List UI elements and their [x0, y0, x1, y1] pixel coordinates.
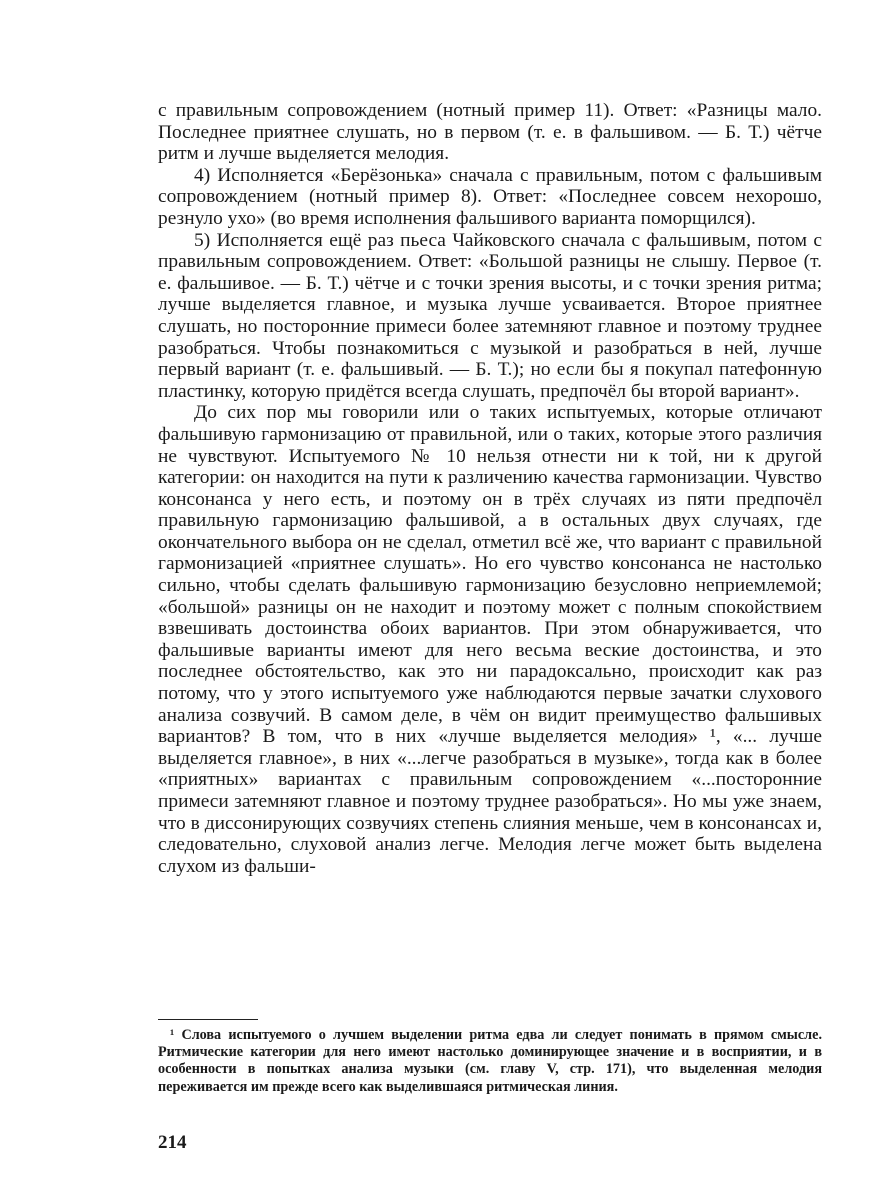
page-number: 214 [158, 1132, 187, 1153]
footnotes [158, 1027, 822, 1096]
paragraph-item-4: 4) Исполняется «Берёзонька» сначала с правильным, потом с фальшивым сопровождением (нотный пример 8). Ответ: «Последнее совсем нехорошо, резнуло ухо» (во время исполнения фальшивого варианта поморщился). [158, 164, 822, 229]
paragraph-continuation: с правильным сопровождением (нотный пример 11). Ответ: «Разницы мало. Последнее приятнее слушать, но в первом (т. е. в фальшивом. — Б. Т.) чётче ритм и лучше выделяется мелодия. [158, 100, 822, 165]
footnote-1: ¹ Слова испытуемого о лучшем выделении ритма едва ли следует понимать в прямом смысле. Ритмические категории для него имеют настолько доминирующее значение и в восприятии, и в особенности в попытках анализа музыки (см. главу V, стр. 171), что выделенная мелодия переживается им прежде всего как выделившаяся ритмическая линия. [158, 1027, 822, 1095]
footnote-divider [158, 1019, 258, 1020]
paragraph-item-5: 5) Исполняется ещё раз пьеса Чайковского сначала с фальшивым, потом с правильным сопровождением. Ответ: «Большой разницы не слышу. Первое (т. е. фальшивое. — Б. Т.) чётче и с точки зрения высоты, и с точки зрения ритма; лучше выделяется главное, и музыка лучше усваивается. Второе приятнее слушать, но посторонние примеси более затемняют главное и поэтому труднее разобраться. Чтобы познакомиться с музыкой и разобраться в ней, лучше первый вариант (т. е. фальшивый. — Б. Т.); но если бы я покупал патефонную пластинку, которую придётся всегда слушать, предпочёл бы второй вариант». [158, 229, 822, 402]
paragraph-discussion: До сих пор мы говорили или о таких испытуемых, которые отличают фальшивую гармонизацию от правильной, или о таких, которые этого различия не чувствуют. Испытуемого № 10 нельзя отнести ни к той, ни к другой категории: он находится на пути к различению качества гармонизации. Чувство консонанса у него есть, и поэтому он в трёх случаях из пяти предпочёл правильную гармонизацию фальшивой, а в остальных двух случаях, где окончательного выбора он не сделал, отметил всё же, что вариант с правильной гармонизацией «приятнее слушать». Но его чувство консонанса не настолько сильно, чтобы сделать фальшивую гармонизацию безусловно неприемлемой; «большой» разницы он не находит и поэтому может с полным спокойствием взвешивать достоинства обоих вариантов. При этом обнаруживается, что фальшивые варианты имеют для него весьма веские достоинства, и это последнее обстоятельство, как это ни парадоксально, происходит как раз потому, что у этого испытуемого уже наблюдаются первые зачатки слухового анализа созвучий. В самом деле, в чём он видит преимущество фальшивых вариантов? В том, что в них «лучше выделяется мелодия» ¹, «... лучше выделяется главное», в них «...легче разобраться в музыке», тогда как в более «приятных» вариантах с правильным сопровождением «...посторонние примеси затемняют главное и поэтому труднее разобраться». Но мы уже знаем, что в диссонирующих созвучиях степень слияния меньше, чем в консонансах и, следовательно, слуховой анализ легче. Мелодия легче может быть выделена слухом из фальши- [158, 402, 822, 877]
page-body [158, 100, 822, 877]
